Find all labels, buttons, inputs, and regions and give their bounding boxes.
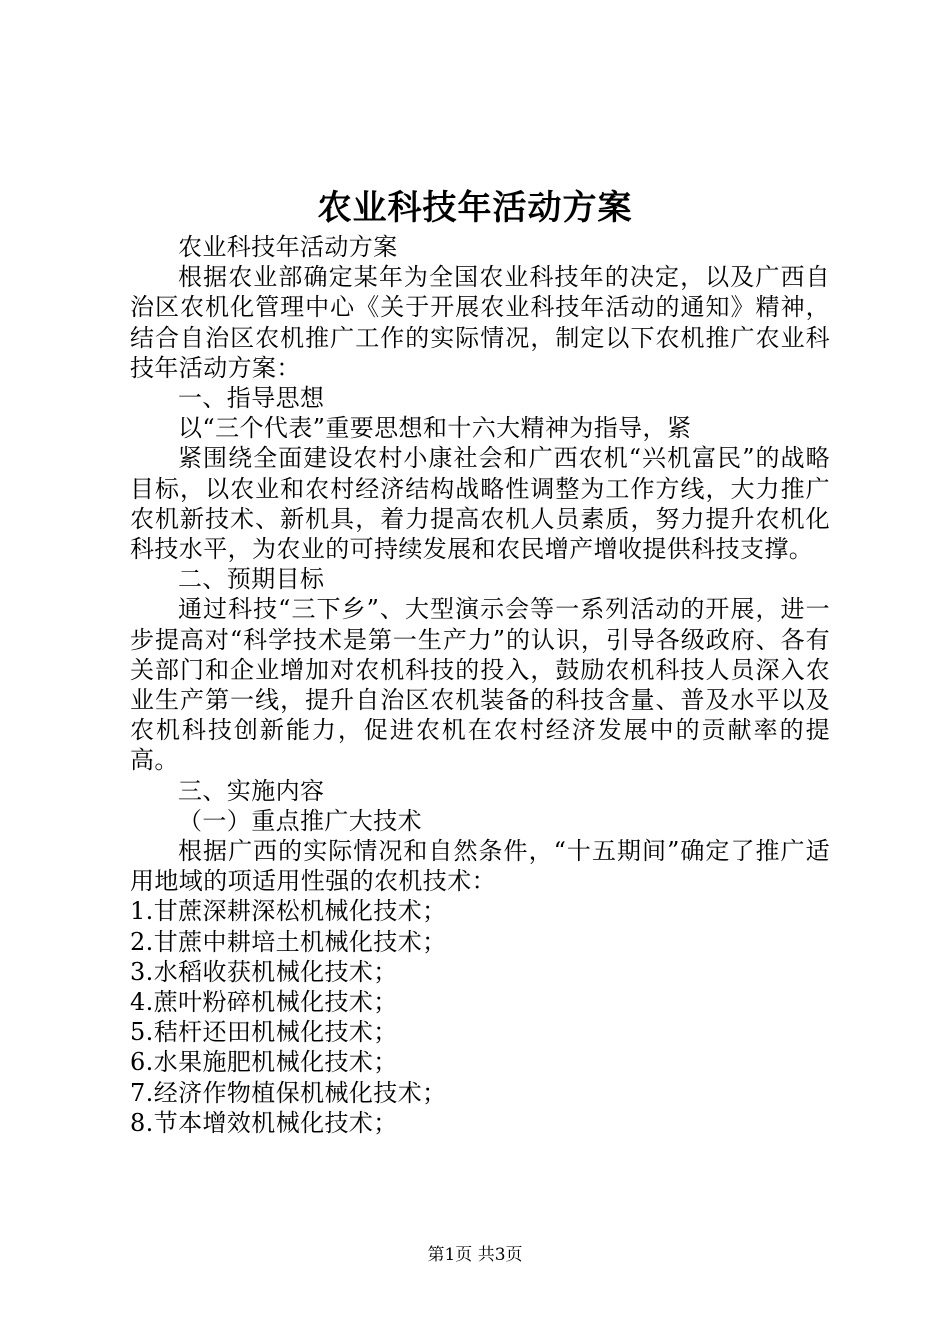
list-item: 6.水果施肥机械化技术； (130, 1048, 398, 1077)
paragraph: 紧围绕全面建设农村小康社会和广西农机“兴机富民”的战略目标，以农业和农村经济结构战略性调整为工作方线，大力推广农机新技术、新机具，着力提高农机人员素质，努力提升农机化科技水平，为农业的可持续发展和农民增产增收提供科技支撑。 (130, 444, 830, 564)
paragraph: 根据农业部确定某年为全国农业科技年的决定，以及广西自治区农机化管理中心《关于开展农业科技年活动的通知》精神，结合自治区农机推广工作的实际情况，制定以下农机推广农业科技年活动方案： (130, 263, 830, 382)
list-item: 7.经济作物植保机械化技术； (130, 1078, 447, 1107)
paragraph: 通过科技“三下乡”、大型演示会等一系列活动的开展，进一步提高对“科学技术是第一生产力”的认识，引导各级政府、各有关部门和企业增加对农机科技的投入，鼓励农机科技人员深入农业生产第一线，提升自治区农机装备的科技含量、普及水平以及农机科技创新能力，促进农机在农村经济发展中的贡献率的提高。 (130, 595, 830, 775)
list-item: 2.甘蔗中耕培土机械化技术； (130, 927, 447, 956)
paragraph: 以“三个代表”重要思想和十六大精神为指导，紧 (178, 414, 692, 443)
section-heading: 三、实施内容 (178, 776, 325, 805)
list-item: 1.甘蔗深耕深松机械化技术； (130, 897, 447, 926)
paragraph: 根据广西的实际情况和自然条件，“十五期间”确定了推广适用地域的项适用性强的农机技术： (130, 837, 830, 896)
page-footer: 第1页 共3页 (427, 1245, 523, 1265)
list-item: 5.秸杆还田机械化技术； (130, 1018, 398, 1047)
list-item: 4.蔗叶粉碎机械化技术； (130, 988, 398, 1017)
document-title: 农业科技年活动方案 (317, 188, 633, 228)
list-item: 3.水稻收获机械化技术； (130, 957, 398, 986)
subsection-heading: （一）重点推广大技术 (178, 806, 422, 835)
section-heading: 二、预期目标 (178, 565, 325, 594)
document-body (130, 232, 830, 1138)
paragraph: 农业科技年活动方案 (178, 233, 398, 261)
section-heading: 一、指导思想 (178, 384, 325, 413)
list-item: 8.节本增效机械化技术； (130, 1108, 398, 1137)
